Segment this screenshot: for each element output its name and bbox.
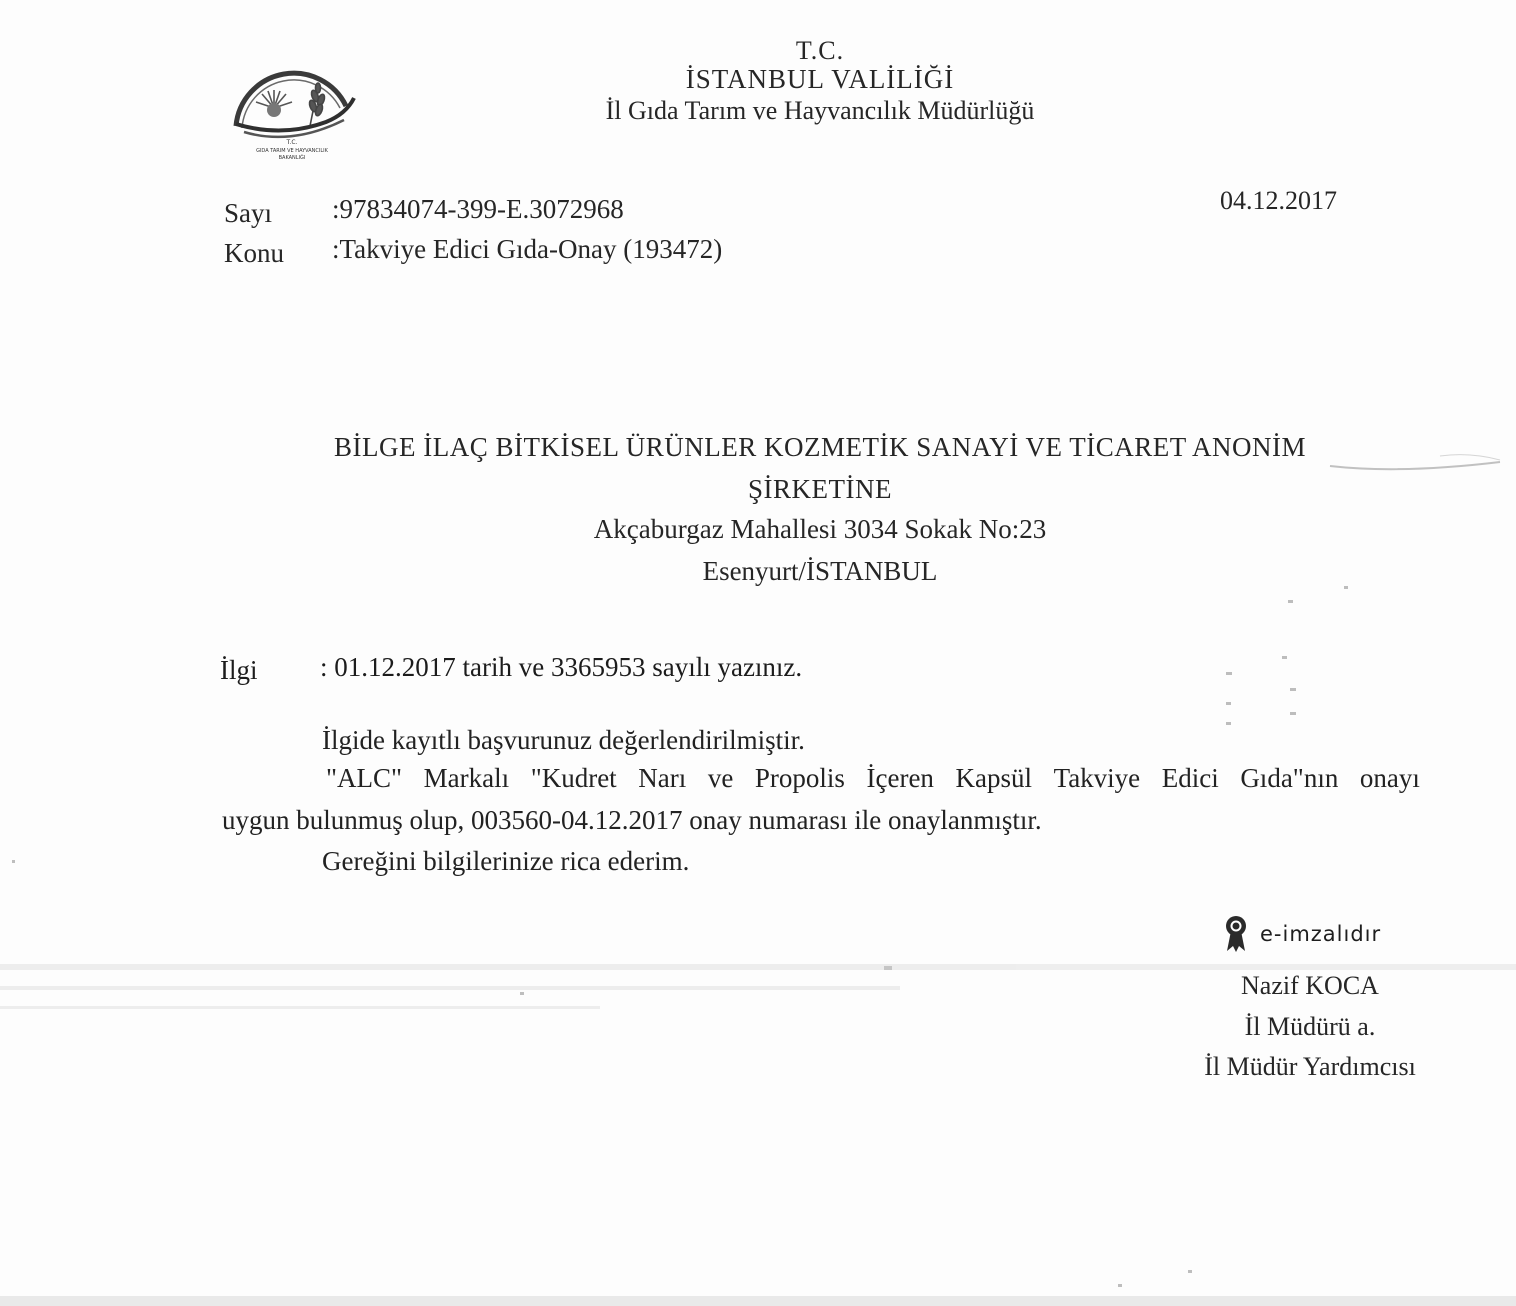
konu-value: :Takviye Edici Gıda-Onay (193472) <box>332 234 723 264</box>
recipient-address-line2: Esenyurt/İSTANBUL <box>702 556 938 586</box>
body-paragraph-2-word: Kapsül <box>955 763 1033 793</box>
body-paragraph-2-word: ve <box>707 763 734 793</box>
signer-title-1: İl Müdürü a. <box>1244 1012 1376 1041</box>
body-paragraph-2-word: onayı <box>1359 763 1420 793</box>
body-paragraph-4: Gereğini bilgilerinize rica ederim. <box>322 846 690 876</box>
e-signature-text: e-imzalıdır <box>1260 922 1382 946</box>
body-paragraph-2-word: "ALC" <box>326 763 403 793</box>
konu-label: Konu <box>224 238 284 268</box>
document-date: 04.12.2017 <box>1220 186 1337 215</box>
logo-caption-line1: GIDA TARIM VE HAYVANCILIK <box>256 148 328 154</box>
body-paragraph-2-word: Propolis <box>754 763 845 793</box>
ministry-logo <box>222 42 362 172</box>
reference-value: : 01.12.2017 tarih ve 3365953 sayılı yazınız. <box>320 652 803 682</box>
header-valilik: İSTANBUL VALİLİĞİ <box>685 64 955 94</box>
body-paragraph-2-word: Gıda"nın <box>1240 763 1339 793</box>
signer-name: Nazif KOCA <box>1241 971 1379 1000</box>
signer-title-2: İl Müdür Yardımcısı <box>1204 1052 1416 1081</box>
recipient-address-line1: Akçaburgaz Mahallesi 3034 Sokak No:23 <box>593 514 1047 544</box>
sayi-label: Sayı <box>224 198 273 228</box>
body-paragraph-3: uygun bulunmuş olup, 003560-04.12.2017 onay numarası ile onaylanmıştır. <box>222 805 1042 835</box>
body-paragraph-2 <box>326 763 1420 794</box>
body-paragraph-2-word: Takviye <box>1053 763 1141 793</box>
body-paragraph-1: İlgide kayıtlı başvurunuz değerlendirilmiştir. <box>322 725 805 755</box>
header-mudurluk: İl Gıda Tarım ve Hayvancılık Müdürlüğü <box>605 96 1035 125</box>
header-tc: T.C. <box>795 36 845 65</box>
reference-label: İlgi <box>220 655 258 685</box>
sayi-value: :97834074-399-E.3072968 <box>332 194 624 224</box>
e-signature-mark <box>1224 914 1381 954</box>
logo-caption-tc: T.C. <box>286 139 298 146</box>
logo-caption-line2: BAKANLIĞI <box>278 155 306 161</box>
rosette-icon <box>1224 915 1248 953</box>
ministry-logo-icon <box>222 42 362 172</box>
recipient-name-line1: BİLGE İLAÇ BİTKİSEL ÜRÜNLER KOZMETİK SANAYİ VE TİCARET ANONİM <box>334 432 1306 462</box>
body-paragraph-2-word: İçeren <box>866 763 934 793</box>
body-paragraph-2-word: "Kudret <box>530 763 617 793</box>
body-paragraph-2-word: Markalı <box>423 763 510 793</box>
body-paragraph-2-word: Narı <box>638 763 687 793</box>
body-paragraph-2-word: Edici <box>1161 763 1219 793</box>
recipient-name-line2: ŞİRKETİNE <box>748 474 892 504</box>
